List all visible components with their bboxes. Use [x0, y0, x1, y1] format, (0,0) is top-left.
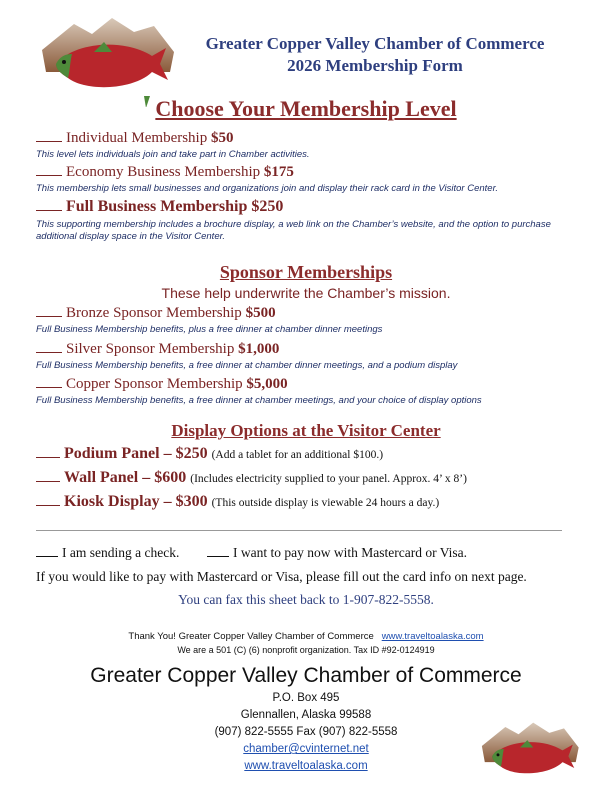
pay-by-card-option[interactable]: [207, 545, 467, 561]
checkbox-blank[interactable]: [36, 209, 62, 211]
option-name: Individual Membership: [66, 130, 208, 146]
economy-membership-option[interactable]: [36, 164, 294, 181]
email-link[interactable]: chamber@cvinternet.net: [243, 743, 369, 755]
option-price: $5,000: [246, 376, 288, 392]
option-price: $175: [263, 164, 294, 180]
option-label: Podium Panel – $250: [64, 445, 208, 462]
option-price: $500: [245, 305, 276, 321]
option-label: Wall Panel – $600: [64, 469, 187, 486]
checkbox-blank[interactable]: [36, 505, 60, 506]
sponsor-subtitle: These help underwrite the Chamber’s mission.: [161, 285, 451, 301]
thank-you-website-link[interactable]: www.traveltoalaska.com: [381, 631, 484, 642]
salmon-mountain-logo-small: [476, 718, 586, 788]
po-box: P.O. Box 495: [272, 692, 340, 704]
checkbox-blank[interactable]: [36, 386, 62, 388]
wall-panel-option[interactable]: [36, 469, 467, 487]
bronze-desc: Full Business Membership benefits, plus a free dinner at chamber dinner meetings: [36, 324, 383, 335]
website-link[interactable]: www.traveltoalaska.com: [244, 760, 368, 772]
option-note: (Add a tablet for an additional $100.): [211, 449, 384, 461]
checkbox-blank[interactable]: [36, 351, 62, 353]
divider: [36, 530, 562, 531]
checkbox-blank[interactable]: [36, 457, 60, 458]
option-price: $250: [251, 198, 284, 215]
display-options-title: Display Options at the Visitor Center: [171, 421, 441, 440]
option-name: Economy Business Membership: [66, 164, 261, 180]
bronze-sponsor-option[interactable]: [36, 305, 276, 322]
individual-desc: This level lets individuals join and take part in Chamber activities.: [36, 149, 310, 160]
option-note: (Includes electricity supplied to your panel. Approx. 4’ x 8’): [190, 473, 467, 485]
option-name: Copper Sponsor Membership: [66, 376, 243, 392]
option-name: Silver Sponsor Membership: [66, 341, 235, 357]
checkbox-blank[interactable]: [207, 556, 229, 557]
sponsor-title: Sponsor Memberships: [219, 262, 393, 282]
copper-desc: Full Business Membership benefits, a free dinner at chamber meetings, and your choice of display options: [36, 395, 482, 406]
podium-panel-option[interactable]: [36, 445, 383, 463]
thank-you-line: [0, 631, 612, 642]
checkbox-blank[interactable]: [36, 140, 62, 142]
checkbox-blank[interactable]: [36, 556, 58, 557]
economy-desc: This membership lets small businesses and organizations join and display their rack card in the Visitor Center.: [36, 183, 499, 194]
membership-level-title: Choose Your Membership Level: [155, 96, 457, 121]
individual-membership-option[interactable]: [36, 130, 233, 147]
footer-org-name: Greater Copper Valley Chamber of Commerce: [90, 664, 522, 687]
full-business-desc: This supporting membership includes a brochure display, a web link on the Chamber’s website, and the option to purchase additional display space in the Visitor Center.: [36, 219, 551, 242]
phone-fax: (907) 822-5555 Fax (907) 822-5558: [214, 726, 398, 738]
option-price: $1,000: [238, 341, 280, 357]
check-label: I am sending a check.: [62, 545, 180, 560]
copper-sponsor-option[interactable]: [36, 376, 288, 393]
kiosk-display-option[interactable]: [36, 493, 439, 511]
silver-sponsor-option[interactable]: [36, 341, 279, 358]
option-note: (This outside display is viewable 24 hours a day.): [211, 497, 440, 509]
option-name: Full Business Membership: [66, 198, 248, 215]
silver-desc: Full Business Membership benefits, a free dinner at chamber dinner meetings, and a podium display: [36, 360, 458, 371]
card-label: I want to pay now with Mastercard or Visa.: [233, 545, 468, 560]
full-business-membership-option[interactable]: [36, 198, 283, 216]
checkbox-blank[interactable]: [36, 481, 60, 482]
nonprofit-line: We are a 501 (C) (6) nonprofit organization. Tax ID #92-0124919: [177, 645, 435, 655]
option-label: Kiosk Display – $300: [64, 493, 208, 510]
city-address: Glennallen, Alaska 99588: [240, 709, 372, 721]
option-name: Bronze Sponsor Membership: [66, 305, 242, 321]
pay-by-check-option[interactable]: [36, 545, 179, 561]
org-title: Greater Copper Valley Chamber of Commerce: [205, 34, 545, 53]
fax-note: You can fax this sheet back to 1-907-822-5558.: [178, 592, 434, 607]
checkbox-blank[interactable]: [36, 315, 62, 317]
thank-you-text: Thank You! Greater Copper Valley Chamber of Commerce: [128, 631, 374, 642]
checkbox-blank[interactable]: [36, 174, 62, 176]
card-instructions: If you would like to pay with Mastercard or Visa, please fill out the card info on next page.: [36, 569, 527, 584]
option-price: $50: [210, 130, 234, 146]
form-title: 2026 Membership Form: [287, 56, 463, 75]
